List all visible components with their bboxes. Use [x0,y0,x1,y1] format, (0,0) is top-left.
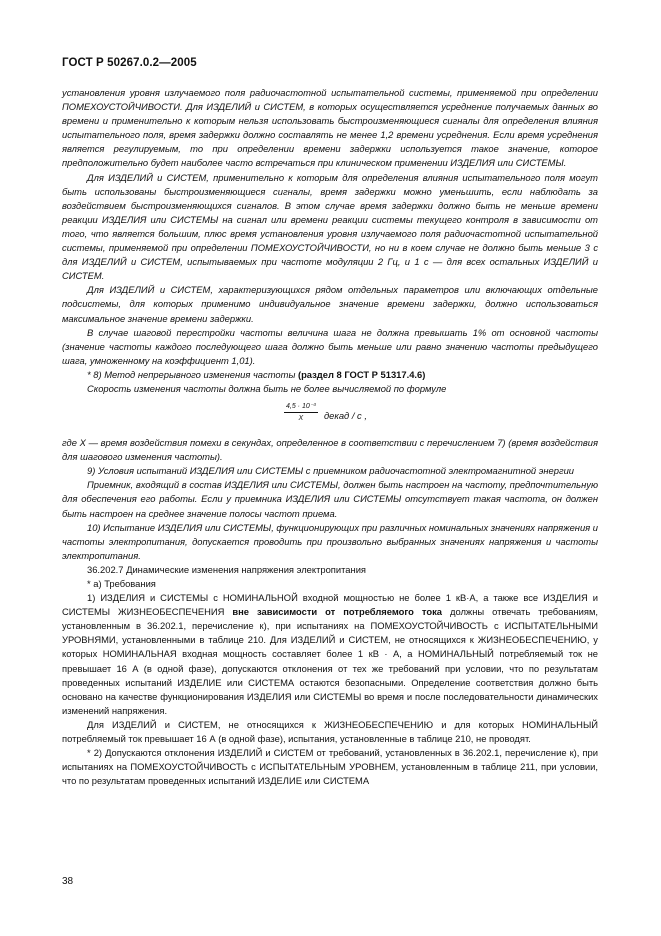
text-part: должны отвечать требованиям, установленным в 36.202.1, перечисление к), при испытаниях на ПОМЕХОУСТОЙЧИВОСТЬ с ИСПЫТАТЕЛЬНЫМИ УРОВНЯМИ, установленными в таблице 210. Для ИЗДЕЛИЙ и СИСТЕМ, не относящихся к ЖИЗНЕОБЕСПЕЧЕНИЮ, у которых НОМИНАЛЬНАЯ входная мощность составляет более 1 кВ · А, а НОМИНАЛЬНЫЙ потребляемый ток не превышает 16 А (в одной фазе), допускаются отклонения от тех же требований при условии, что по результатам проведенных испытаний ИЗДЕЛИЕ или СИСТЕМА остаются безопасными. Определение соответствия должно быть основано на качестве функционирования ИЗДЕЛИЯ или СИСТЕМЫ во время и после последовательности динамических изменений напряжения. [62,606,599,716]
paragraph: где X — время воздействия помехи в секундах, определенное в соответствии с перечислением 7) (время воздействия для шагового изменения частоты). [62,437,598,463]
page-number: 38 [62,876,74,887]
clause-heading: 36.202.7 Динамические изменения напряжения электропитания [87,563,367,575]
paragraph: Для ИЗДЕЛИЙ и СИСТЕМ, применительно к которым для определения влияния испытательного поля могут быть использованы быстроизменяющиеся сигналы, время задержки можно уменьшить, если наблюдать за воздействием быстроизменяющихся сигналов. В этом случае время задержки должно быть не меньше времени реакции ИЗДЕЛИЯ или СИСТЕМЫ на сигнал или времени реакции системы текущего контроля в зависимости от того, что является большим, плюс время установления уровня излучаемого поля радиочастотной испытательной системы, применяемой при определении ПОМЕХОУСТОЙЧИВОСТИ, но ни в коем случае не должно быть меньше 3 с для ИЗДЕЛИЙ и СИСТЕМ, испытываемых при частоте модуляции 2 Гц, и 1 с — для всех остальных ИЗДЕЛИЙ и СИСТЕМ. [62,171,598,282]
paragraph: 9) Условия испытаний ИЗДЕЛИЯ или СИСТЕМЫ с приемником радиочастотной электромагнитной энергии [87,465,574,477]
paragraph: * 2) Допускаются отклонения ИЗДЕЛИЙ и СИСТЕМ от требований, установленных в 36.202.1, перечисление к), при испытаниях на ПОМЕХОУСТОЙЧИВОСТЬ с ИСПЫТАТЕЛЬНЫМ УРОВНЕМ, установленным в таблице 211, при условии, что по результатам проведенных испытаний ИЗДЕЛИЕ или СИСТЕМА [62,747,598,787]
section-heading [62,368,598,382]
formula-fraction [284,402,318,423]
text-part: 1) ИЗДЕЛИЯ и СИСТЕМЫ с НОМИНАЛЬНОЙ входной мощностью не более 1 кВ·А, а также все ИЗДЕЛИЯ и СИСТЕМЫ ЖИЗНЕОБЕСПЕЧЕНИЯ [62,592,598,618]
text-emphasis: вне зависимости от потребляемого тока [232,606,442,618]
subclause-heading: * а) Требования [87,578,156,589]
heading-italic: * 8) Метод непрерывного изменения частоты [87,368,296,380]
paragraph: В случае шаговой перестройки частоты величина шага не должна превышать 1% от основной частоты (значение частоты каждого последующего шага должно быть меньше или равно значению частоты предыдущего шага, умноженному на коэффициент 1,01). [62,326,598,366]
formula-denominator: X [298,415,304,423]
document-body [62,86,598,788]
formula [62,396,598,436]
heading-reference: (раздел 8 ГОСТ Р 51317.4.6) [297,368,426,380]
document-header: ГОСТ Р 50267.0.2—2005 [62,57,197,69]
paragraph: Скорость изменения частоты должна быть не более вычисляемой по формуле [87,382,447,394]
formula-unit: декад / с , [324,410,367,422]
paragraph: Для ИЗДЕЛИЙ и СИСТЕМ, характеризующихся рядом отдельных параметров или включающих отдельные подсистемы, для которых применимо индивидуальное значение времени задержки, должно использоваться максимальное значение времени задержки. [62,284,598,324]
paragraph: Для ИЗДЕЛИЙ и СИСТЕМ, не относящихся к ЖИЗНЕОБЕСПЕЧЕНИЮ и для которых НОМИНАЛЬНЫЙ потребляемый ток превышает 16 А (в одной фазе), испытания, установленные в таблице 210, не проводят. [62,718,598,745]
formula-numerator: 4,5 · 10⁻³ [284,402,318,413]
paragraph: установления уровня излучаемого поля радиочастотной испытательной системы, применяемой при определении ПОМЕХОУСТОЙЧИВОСТИ. Для ИЗДЕЛИЙ и СИСТЕМ, в которых осуществляется усреднение получаемых данных во времени и применительно к которым нельзя использовать быстроизменяющиеся сигналы для определения влияния испытательного поля, время задержки должно составлять не менее 1,2 времени усреднения. Если время усреднения является регулируемым, то при определении времени задержки используется такое значение, которое предположительно будет наиболее часто встречаться при клиническом применении ИЗДЕЛИЯ или СИСТЕМЫ. [62,87,598,169]
paragraph: Приемник, входящий в состав ИЗДЕЛИЯ или СИСТЕМЫ, должен быть настроен на частоту, предпочтительную для обеспечения его работы. Если у приемника ИЗДЕЛИЯ или СИСТЕМЫ отсутствует такая частота, он должен быть настроен на среднее значение полосы частот приема. [62,479,598,519]
paragraph [62,591,598,718]
paragraph: 10) Испытание ИЗДЕЛИЯ или СИСТЕМЫ, функционирующих при различных номинальных значениях напряжения и частоты электропитания, допускается проводить при произвольно выбранных значениях напряжения и частоты электропитания. [62,521,598,561]
